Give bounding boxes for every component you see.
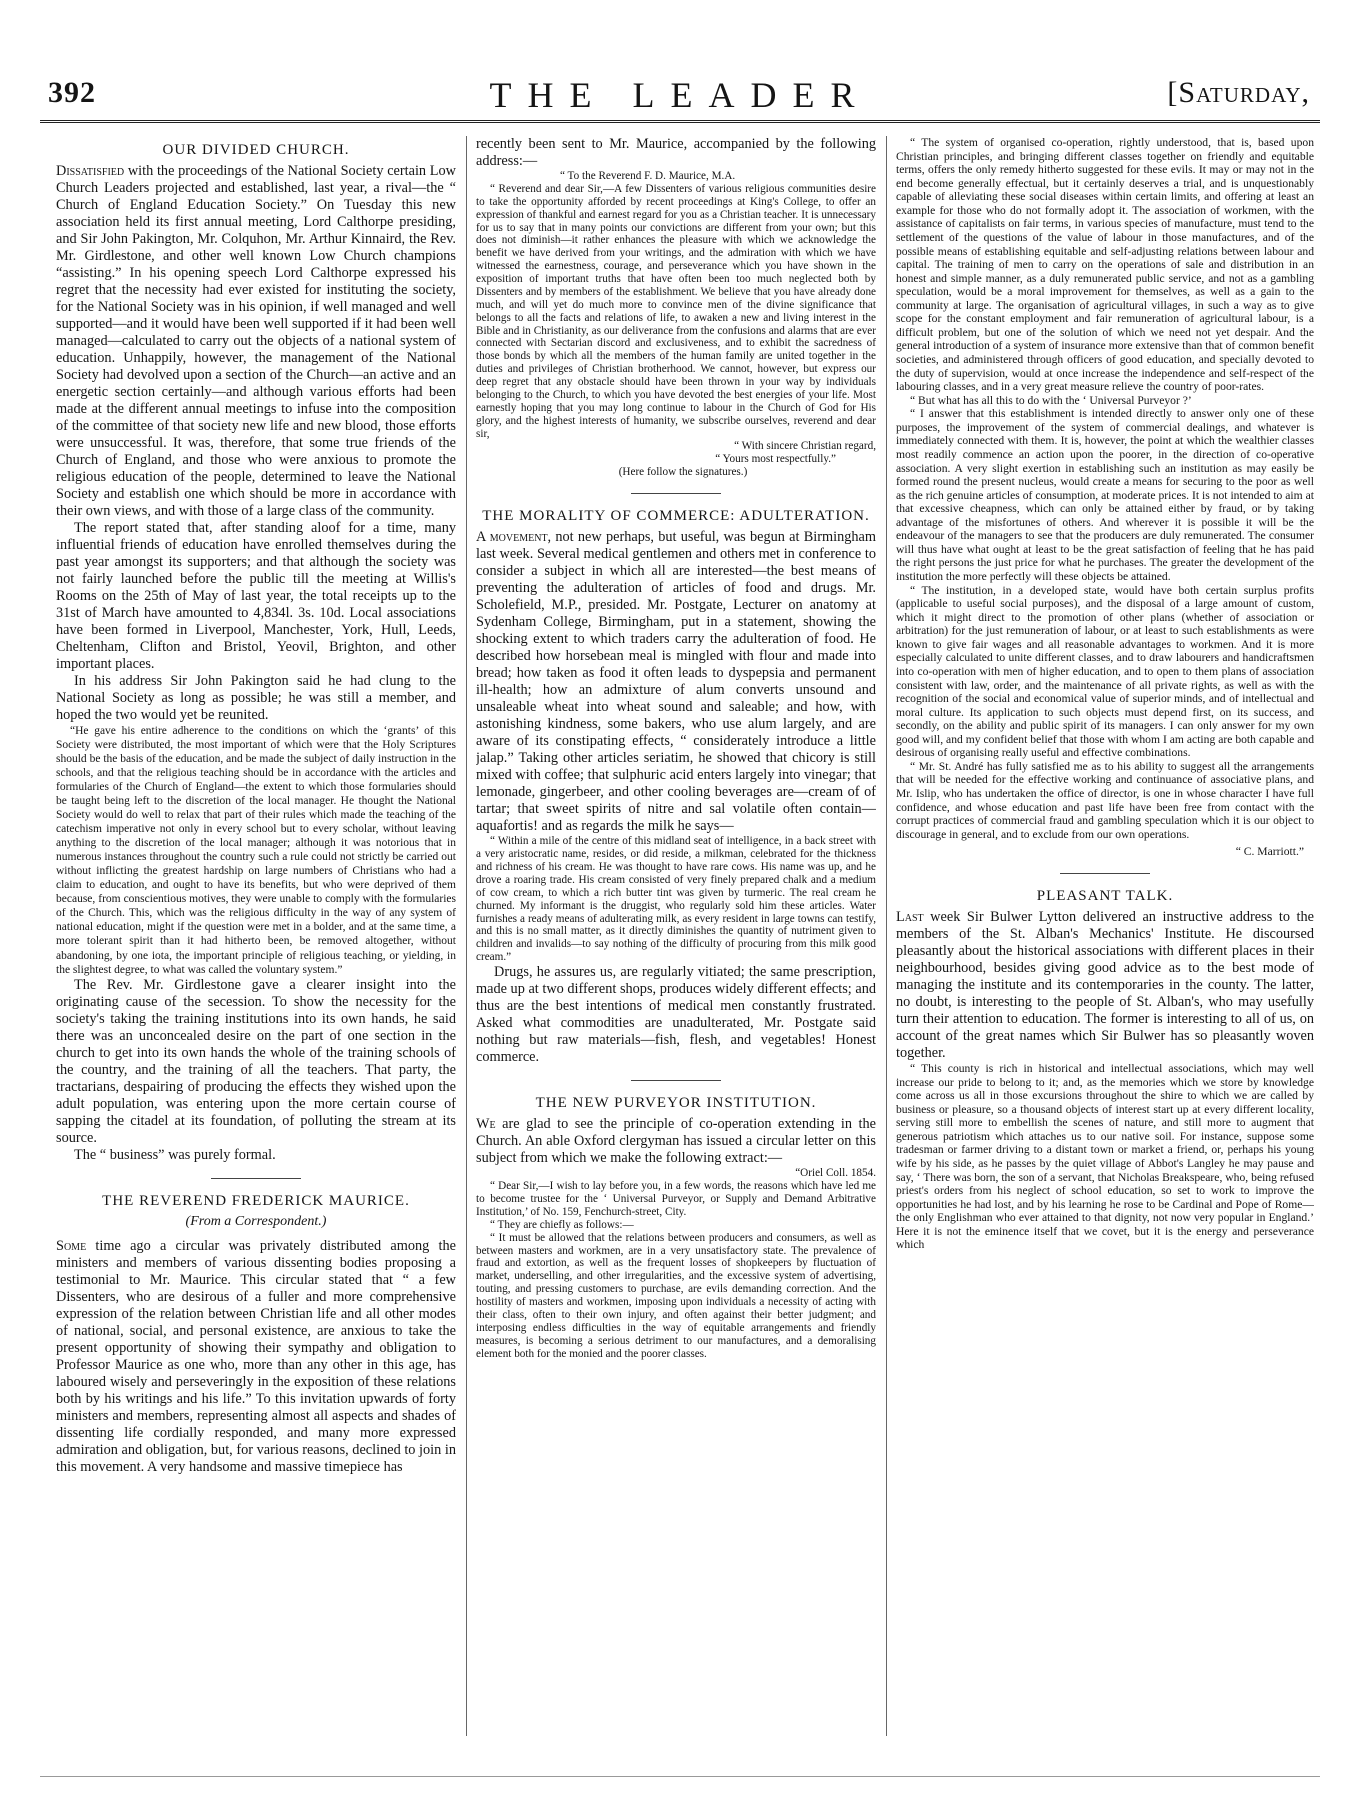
header-day: [Saturday, (1167, 76, 1310, 109)
column-divider (886, 136, 887, 1736)
letter-paragraph: “ Mr. St. André has fully satisfied me as to his ability to suggest all the arrangements that will be needed for the effective working and continuance of associative plans, and Mr. Islip, who has undertaken the office of director, is one in whose character I have full confidence, and whose education and past life have been free from contact with the corrupt practices of commercial fraud and gambling speculation which it is our object to discourage in general, and to exclude from our own operations. (896, 759, 1314, 841)
article-pleasant-talk (896, 909, 1314, 1062)
page-header (40, 70, 1320, 123)
address-to: “ To the Reverend F. D. Maurice, M.A. (560, 170, 736, 182)
letter-signoff: “ Yours most respectfully.” (715, 453, 836, 466)
lead-word: Dissatisfied (56, 163, 125, 180)
paragraph: The report stated that, after standing aloof for a time, many influential friends of education have enrolled themselves during the past year amongst its supporters; and that although the society was not fairly launched before the public till the meeting at Willis's Rooms on the 25th of May of last year, the total receipts up to the 31st of March have amounted to 4,834l. 3s. 10d. Local associations have been formed in Liverpool, Manchester, York, Hull, Leeds, Cheltenham, Clifton and Bristol, Yeovil, Brighton, and other important places. (56, 520, 456, 673)
paragraph: In his address Sir John Pakington said he had clung to the National Society as long as possible; he was still a member, and hoped the two would yet be reunited. (56, 673, 456, 724)
letter-paragraph: “ The system of organised co-operation, rightly understood, that is, based upon Christian principles, and bringing different classes together on friendly and equitable terms, offers the only remedy hitherto suggested for these evils. It may or may not in the end become generally effectual, but it certainly deserves a trial, and is unquestionably capable of alleviating these social diseases within certain limits, and offering at least an example for those who do not formally adopt it. The association of workmen, with the assistance of capitalists on fair terms, in various species of manufacture, must tend to the settlement of the questions of the value of labour in those manufactures, and of the possible means of establishing equitable and self-adjusting relations between labour and capital. The training of men to carry on the operations of sale and distribution in an honest and simple manner, as a duly remunerated public service, and not as a gambling speculation, would be a moral improvement for themselves, as well as a gain to the community at large. The organisation of agricultural villages, in such a way as to give scope for the constant employment and fair remuneration of agricultural labour, is a difficult problem, but one of the solution of which we need not yet despair. And the general introduction of a system of insurance more extensive than that of common benefit societies, and administered through officers of good education, and specially devoted to the duty of supervision, would at once increase the independence and self-respect of the labouring classes, and in a very great measure relieve the country of poor-rates. (896, 136, 1314, 394)
letter-dateline: “Oriel Coll. 1854. (795, 1167, 876, 1180)
article-purveyor (476, 1116, 876, 1167)
morality-quote (476, 835, 876, 964)
letter-paragraph: “ Dear Sir,—I wish to lay before you, in a few words, the reasons which have led me to become trustee for the ‘ Universal Purveyor, or Supply and Demand Arbitrative Institution,’ of No. 159, Fenchurch-street, City. (476, 1180, 876, 1218)
lead-word: Last (896, 909, 924, 926)
lead-word: A movement, (476, 529, 552, 546)
bottom-rule (40, 1776, 1320, 1777)
quote-paragraph: “ Within a mile of the centre of this midland seat of intelligence, in a back street with a very aristocratic name, resides, or did reside, a milkman, celebrated for the thickness and richness of his cream. He was thought to have rare cows. His name was up, and he drove a roaring trade. His cream consisted of very finely prepared chalk and a medium of cow cream, to which a rich butter tint was given by turmeric. The real cream he churned. My informant is the druggist, who regularly sold him these articles. Water furnishes a ready means of adulterating milk, as every resident in large towns can testify, and this is no small matter, as it directly diminishes the quantity of nutriment given to children and invalids—to say nothing of the difficulty of procuring from this milk good cream.” (476, 835, 876, 964)
paragraph: not new perhaps, but useful, was begun at Birmingham last week. Several medical gentlemen and others met in conference to consider a subject in which all are interested—the best means of preventing the adulteration of articles of food and drugs. Mr. Scholefield, M.P., presided. Mr. Postgate, Lecturer on anatomy at Sydenham College, Birmingham, put in a statement, showing the shocking extent to which traders carry the adulteration of food. He described how horsebean meal is mingled with flour and made into bread; how taken as food it often leads to dyspepsia and permanent ill-health; how an admixture of alum converts unsound and unsaleable wheat into wheat sound and saleable; and how, with astonishing kindness, some bakers, who use alum largely, and are aware of its constipating effects, “ considerately introduce a little jalap.” Taking other articles seriatim, he showed that chicory is still mixed with coffee; that sulphuric acid enters largely into vinegar; that lemonade, gingerbeer, and other cooling beverages are—cream of of tartar; that sweet spirits of nitre and sal volatile often contain—aquafortis! and as regards the milk he says— (476, 529, 876, 835)
column-divider (466, 136, 467, 1736)
paragraph: time ago a circular was privately distributed among the ministers and members of various dissenting bodies proposing a testimonial to Mr. Maurice. This circular stated that “ a few Dissenters, who are desirous of a fuller and more comprehensive expression of the relation between Christian life and all other modes of national, social, and personal existence, are anxious to take the present opportunity of showing their sympathy and obligation to Professor Maurice as one who, more than any other in this age, has laboured wisely and perseveringly in the exposition of these relations both by his writings and his life.” To this invitation upwards of forty ministers and members, representing almost all aspects and shades of dissenting life cordially responded, and many more expressed admiration and obligation, but, for various reasons, declined to join in this movement. A very handsome and massive timepiece has (56, 1237, 456, 1475)
article-heading-maurice: THE REVEREND FREDERICK MAURICE. (102, 1192, 410, 1209)
page-number: 392 (48, 76, 96, 109)
article-separator (1060, 873, 1150, 874)
article-heading-purveyor: THE NEW PURVEYOR INSTITUTION. (535, 1095, 817, 1111)
newspaper-title: THE LEADER (489, 75, 871, 115)
lead-word: Some (56, 1237, 87, 1254)
letter-signature: “ C. Marriott.” (1235, 845, 1304, 859)
article-subheading: (From a Correspondent.) (185, 1213, 327, 1229)
paragraph: The “ business” was purely formal. (74, 1146, 276, 1163)
letter-signoff: “ With sincere Christian regard, (734, 440, 876, 453)
column-3 (896, 136, 1314, 1751)
paragraph: week Sir Bulwer Lytton delivered an instructive address to the members of the St. Alban's Mechanics' Institute. He discoursed pleasantly about the historical associations with different places in their neighbourhood, besides giving good advice as to the best mode of managing the institute and its contemporaries in the county. The latter, no doubt, is interesting to the people of St. Alban's, who may usefully turn their attention to education. The former is interesting to all of us, on account of the great names which Sir Bulwer has so pleasantly woven together. (896, 909, 1314, 1062)
letter-paragraph: “ They are chiefly as follows:— (490, 1218, 634, 1231)
article-morality-closing (476, 964, 876, 1066)
address-letter (476, 170, 876, 479)
article-separator (631, 493, 721, 494)
letter-paragraph: “ It must be allowed that the relations between producers and consumers, as well as between masters and workmen, are in a very unsatisfactory state. The prevalence of fraud and extortion, as well as the frequent losses of shopkeepers by fluctuation of market, underselling, and other irregularities, and the excessive system of advertising, touting, and pressing customers to purchase, are evils demanding correction. And the hostility of masters and workmen, imposing upon individuals a necessity of acting with their class, often to their own injury, and often against their better judgment; and interposing endless difficulties in the way of equitable arrangements and friendly measures, is becoming a serious detriment to our manufactures, and a demoralising element both for the monied and the poorer classes. (476, 1231, 876, 1360)
article-maurice-continued (476, 136, 876, 170)
article-heading-divided-church: OUR DIVIDED CHURCH. (162, 142, 350, 158)
paragraph: are glad to see the principle of co-operation extending in the Church. An able Oxford clergyman has issued a circular letter on this subject from which we make the following extract:— (476, 1116, 876, 1167)
article-divided-church-closing (56, 977, 456, 1164)
quote-paragraph: “He gave his entire adherence to the conditions on which the ‘grants’ of this Society were distributed, the most important of which were that the Holy Scriptures should be the basis of the education, and be made the subject of daily instruction in the schools, and that the religious teaching should be in accordance with the articles and formularies of the Church of England—the extent to which those formularies should be taught being left to the discretion of the local manager. He thought the National Society would do well to relax that part of their rules which made the teaching of the catechism imperative not only in every school but to every scholar, without leaving anything to the discretion of the local manager; although it was notorious that in numerous instances throughout the country such a rule could not strictly be carried out without inflicting the greatest hardship on large numbers of Christians who had a claim to education, and ought to have its benefits, but who were deprived of them because, from conscientious motives, they were unable to comply with the formularies of the Church. This, which was the religious difficulty in the way of any system of national education, might if the question were met in a bolder, and at the same time, a more tolerant spirit than it had hitherto been, be removed altogether, without abandoning, by one iota, the important principle of religious teaching, or yielding, in the slightest degree, to what was called the voluntary system.” (56, 725, 456, 976)
article-separator (631, 1080, 721, 1081)
paragraph: Drugs, he assures us, are regularly vitiated; the same prescription, made up at two different shops, produces widely different effects; and thus are the best intentions of medical men constantly frustrated. Asked what commodities are unadulterated, Mr. Postgate said nothing but raw materials—fish, flesh, and vegetables! Honest commerce. (476, 964, 876, 1065)
lead-word: We (476, 1116, 496, 1133)
letter-paragraph: “ The institution, in a developed state, would have both certain surplus profits (applicable to useful social purposes), and the disposal of a large amount of custom, which it might direct to the promotion of other plans (whether of association or arbitration) for the just remuneration of labour, or at least to such establishments as were known to give fair wages and all reasonable advantages to workmen. And it is more especially calculated to unite different classes, and to draw labourers and handicraftsmen into co-operation with men of higher education, and to open to them plans of association consistent with law, order, and the maintenance of all private rights, as well as with the recognition of the social and economical value of superior minds, and of intellectual and moral culture. Its application to such objects must depend first, on its success, and secondly, on the ability and public spirit of its managers. I can only answer for my own good will, and my confident belief that those with whom I am acting are both capable and desirous of organising really useful and effective combinations. (896, 583, 1314, 760)
paragraph: recently been sent to Mr. Maurice, accompanied by the following address:— (476, 136, 876, 169)
article-heading-morality: THE MORALITY OF COMMERCE: ADULTERATION. (482, 508, 870, 524)
paragraph: The Rev. Mr. Girdlestone gave a clearer insight into the originating cause of the secession. To show the necessity for the society's taking the training institutions into its own hands, he said there was an unconcealed desire on the part of one section in the church to get into its own hands the whole of the training schools of the country, and the training of all the teachers. That party, the tractarians, despairing of producing the effects they wished upon the adult population, was entering upon the more certain course of sapping the citadel at its foundation, of polluting the stream at its source. (56, 976, 456, 1146)
article-morality (476, 529, 876, 835)
quote-paragraph: “ This county is rich in historical and intellectual associations, which may well increase our pride to belong to it; and, as the memories which we store by knowledge come across us all in those excursions throughout the shire to which we are called by business or pleasure, so a thousand objects of interest start up at every different locality, serving still more to embellish the scenes of nature, and still more to augment that generous patriotism which attaches us to our native soil. For instance, suppose some tradesman or farmer driving to a distant town or market a friend, or, perhaps his young wife by his side, as he passes by the quiet village of Abbot's Langley he may pause and say, ‘ There was born, the son of a servant, that Nicholas Breakspeare, who, being refused priest's orders from his neglect of school education, so set to work to improve the opportunities he had lost, and by his learning he rose to be Cardinal and Pope of Rome—the only Englishman who ever attained to that dignity, not now very popular in England.’ Here it is not the eminence itself that we covet, but it is the energy and perseverance which (896, 1062, 1314, 1252)
column-2 (476, 136, 876, 1751)
purveyor-letter (476, 1167, 876, 1360)
purveyor-letter-continued (896, 136, 1314, 859)
letter-body: “ Reverend and dear Sir,—A few Dissenters of various religious communities desire to take the opportunity afforded by recent proceedings at King's College, to offer an expression of thankful and earnest regard for you as a Christian teacher. It is unnecessary for us to say that in many points our convictions are different from your own; but this does not diminish—it rather enhances the pleasure with which we acknowledge the benefit we have derived from your writings, and the admiration with which we have witnessed the earnestness, courage, and perseverance which you have shown in the exposition of important truths that have often been too much neglected both by Dissenters and by members of the establishment. We believe that you have already done much, and will yet do much more to convince men of the divine significance that belongs to all the facts and relations of life, to awaken a new and living interest in the Bible and in Christianity, as our deliverance from the confusions and alarms that are ever connected with Sectarian discord and exclusiveness, and to exhibit the sacredness of those bonds by which all the members of the human family are united together in the duties and privileges of Christian brotherhood. We cannot, however, but express our deep regret that any obstacle should have been thrown in your way by individuals belonging to the Church, to which you have devoted the best energies of your life. Most earnestly hoping that you may long continue to labour in the Church of God for His glory, and the highest interests of humanity, we subscribe ourselves, reverend and dear sir, (476, 182, 876, 440)
pleasant-quote (896, 1062, 1314, 1252)
signatures-note: (Here follow the signatures.) (618, 466, 748, 479)
paragraph: with the proceedings of the National Society certain Low Church Leaders projected and established, last year, a rival—the “ Church of England Education Society.” On Tuesday this new association held its first annual meeting, Lord Calthorpe presiding, and Sir John Pakington, Mr. Colquhon, Mr. Arthur Kinnaird, the Rev. Mr. Girdlestone, and other well known Low Church champions “assisting.” In his opening speech Lord Calthorpe expressed his regret that the necessity had ever existed for instituting the society, for the National Society was in his opinion, if well managed and well supported—and it would have been well supported if it had been well managed—calculated to carry out the objects of a national system of education. Unhappily, however, the management of the National Society had devolved upon a section of the Church—an active and an energetic section certainly—and although various efforts had been made at the different annual meetings to infuse into the composition of the committee of that society new life and new blood, those efforts were unsuccessful. It was, therefore, that some true friends of the Church of England, and those who were anxious to promote the religious education of the people, determined to leave the National Society and establish one which should be more in accordance with their own views, and with those of a large class of the community. (56, 163, 456, 520)
quoted-speech (56, 724, 456, 976)
article-separator (211, 1178, 301, 1179)
letter-paragraph: “ But what has all this to do with the ‘ Universal Purveyor ?’ (910, 393, 1192, 407)
article-maurice (56, 1238, 456, 1476)
column-1 (56, 136, 456, 1751)
article-divided-church (56, 163, 456, 724)
letter-paragraph: “ I answer that this establishment is intended directly to answer only one of these purposes, the improvement of the system of commercial dealings, and whatever is immediately connected with them. It is, however, the point at which the wealthier classes most readily commence an action upon the poorer, in the direction of co-operative association. A very slight exertion in establishing such an institution as may easily be formed round the present nucleus, would create a means for securing to the poor as well as the rich genuine articles of consumption, at moderate prices. It is not intended to aim at that excessive cheapness, which can only be attained either by fraud, or by taking advantage of the misfortunes of others. And wherever it is possible it will be the endeavour of the managers to see that the producers are duly remunerated. The consumer will thus have what ought at least to be the great satisfaction of feeling that he has paid the right persons the just price for what he purchases. The greater the development of the institution the more perfectly will these objects be attained. (896, 407, 1314, 583)
article-heading-pleasant-talk: PLEASANT TALK. (1036, 887, 1174, 904)
